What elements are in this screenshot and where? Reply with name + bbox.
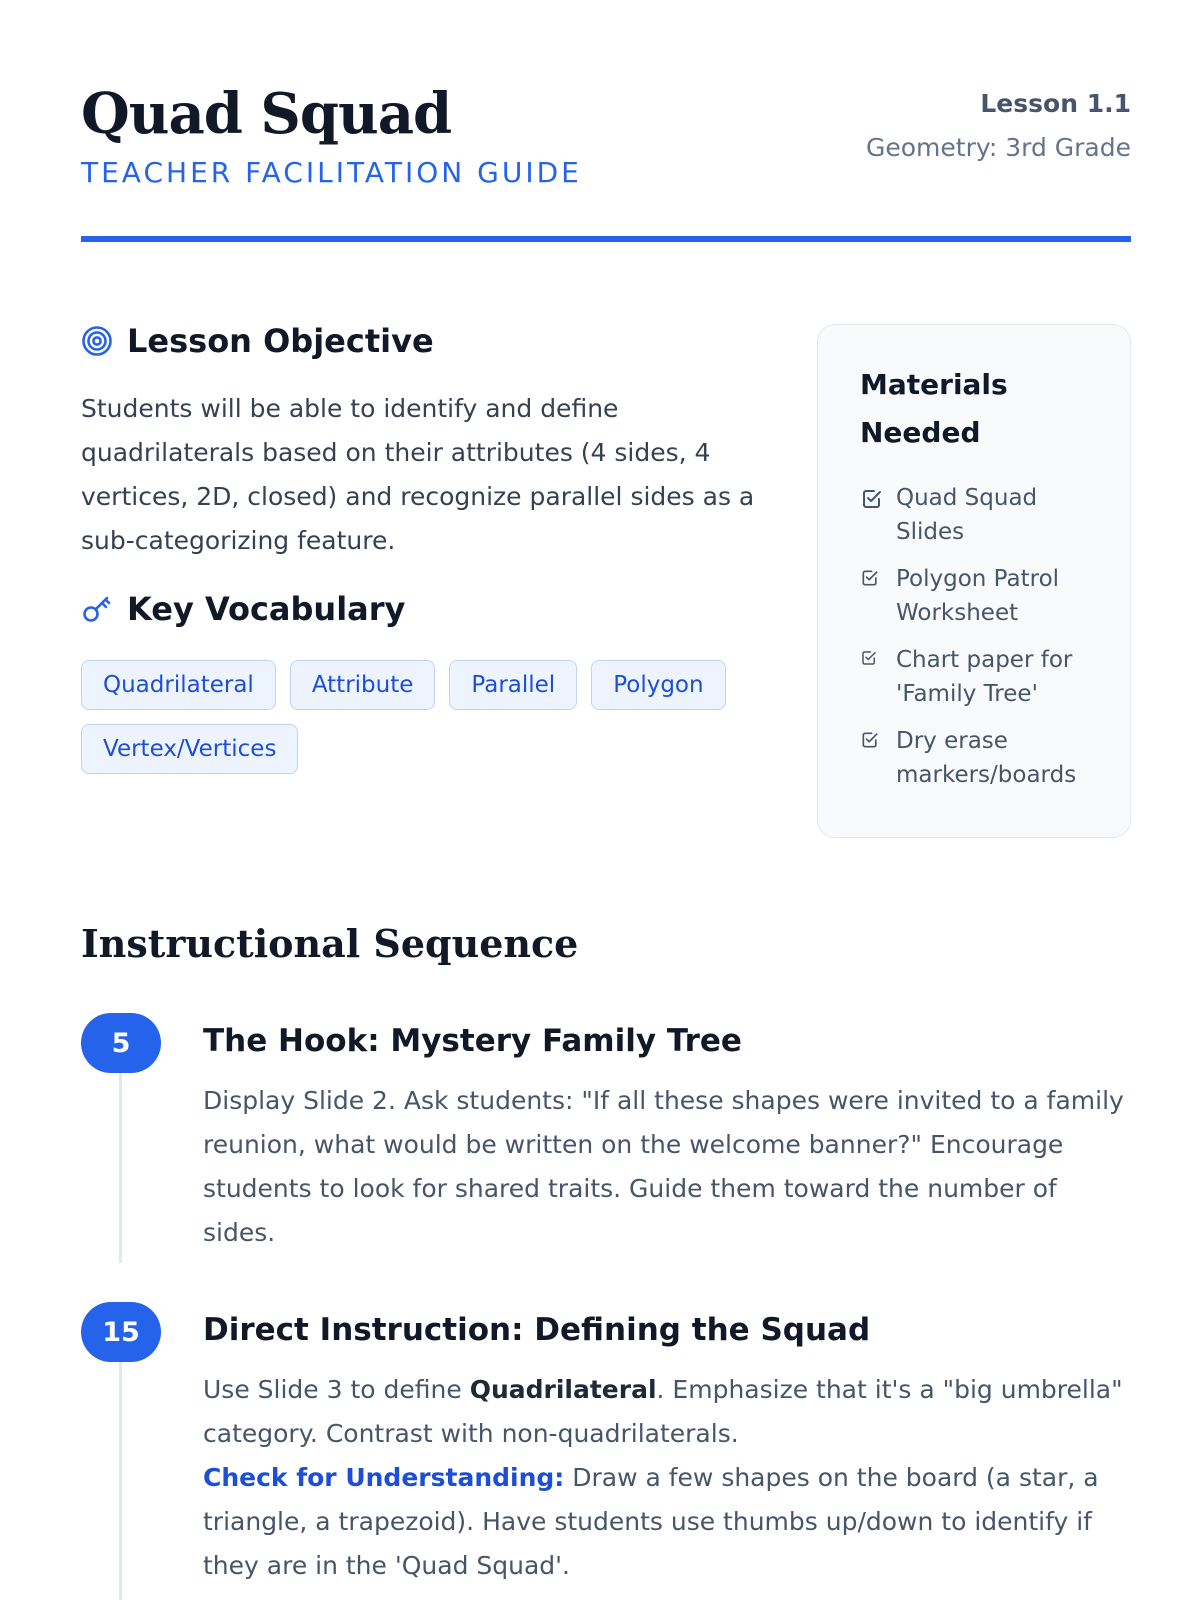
check-for-understanding-text: Draw a few shapes on the board (a star, a triangle, a trapezoid). Have students use thumbs up/down to identify if they are in the 'Quad Squad'.: [203, 1463, 1099, 1580]
lesson-info: [866, 88, 1131, 164]
objective-title: Lesson Objective: [127, 322, 434, 360]
materials-item: [860, 481, 1090, 549]
checkbox-icon: [860, 730, 884, 754]
materials-item-label: Chart paper for 'Family Tree': [896, 647, 1073, 707]
vocab-tag: Quadrilateral: [81, 660, 276, 710]
timeline-line: [119, 1073, 122, 1263]
target-icon: [81, 325, 113, 357]
vocab-tag: Attribute: [290, 660, 436, 710]
materials-item-label: Dry erase markers/boards: [896, 728, 1077, 788]
step-text: Display Slide 2. Ask students: "If all these shapes were invited to a family reunion, what would be written on the welcome banner?" Encourage students to look for shared traits. Guide them toward the number of sides.: [203, 1086, 1124, 1247]
page-subtitle: TEACHER FACILITATION GUIDE: [81, 156, 582, 189]
materials-item: [860, 724, 1090, 792]
check-for-understanding-label: Check for Understanding:: [203, 1463, 565, 1492]
objective-text: Students will be able to identify and define quadrilaterals based on their attributes (4 sides, 4 vertices, 2D, closed) and recognize parallel sides as a sub-categorizing feature.: [81, 394, 755, 555]
objective-heading: [81, 321, 434, 361]
timeline-line: [119, 1362, 122, 1600]
step-text-part: . Emphasize that it's a "big umbrella" category. Contrast with non-quadrilaterals.: [203, 1375, 1123, 1448]
step-text: [203, 1368, 1133, 1588]
step-title: The Hook: Mystery Family Tree: [203, 1023, 742, 1059]
vocabulary-tags: [81, 660, 761, 774]
materials-item: [860, 643, 1090, 711]
checkbox-icon: [860, 487, 884, 511]
lesson-grade: Geometry: 3rd Grade: [866, 133, 1131, 162]
vocab-tag: Vertex/Vertices: [81, 724, 298, 774]
checkbox-icon: [860, 568, 884, 592]
step-text-emphasis: Quadrilateral: [469, 1375, 657, 1404]
materials-card: [817, 324, 1131, 838]
checkbox-icon: [860, 649, 884, 673]
step-title: Direct Instruction: Defining the Squad: [203, 1312, 871, 1348]
materials-item-label: Polygon Patrol Worksheet: [896, 566, 1060, 626]
materials-item: [860, 562, 1090, 630]
page-title: Quad Squad: [81, 81, 452, 147]
header-divider: [81, 236, 1131, 242]
sequence-title: Instructional Sequence: [81, 921, 579, 966]
materials-title: Materials Needed: [860, 368, 1008, 449]
step-text-part: Use Slide 3 to define: [203, 1375, 470, 1404]
step-duration-badge: 15: [81, 1302, 161, 1362]
key-icon: [81, 593, 113, 625]
step-duration-badge: 5: [81, 1013, 161, 1073]
page-header: [81, 82, 1131, 242]
vocabulary-heading: [81, 589, 405, 629]
materials-item-label: Quad Squad Slides: [896, 485, 1038, 545]
vocab-tag: Polygon: [591, 660, 725, 710]
vocab-tag: Parallel: [449, 660, 577, 710]
lesson-number: Lesson 1.1: [980, 89, 1131, 118]
vocabulary-title: Key Vocabulary: [127, 590, 406, 628]
